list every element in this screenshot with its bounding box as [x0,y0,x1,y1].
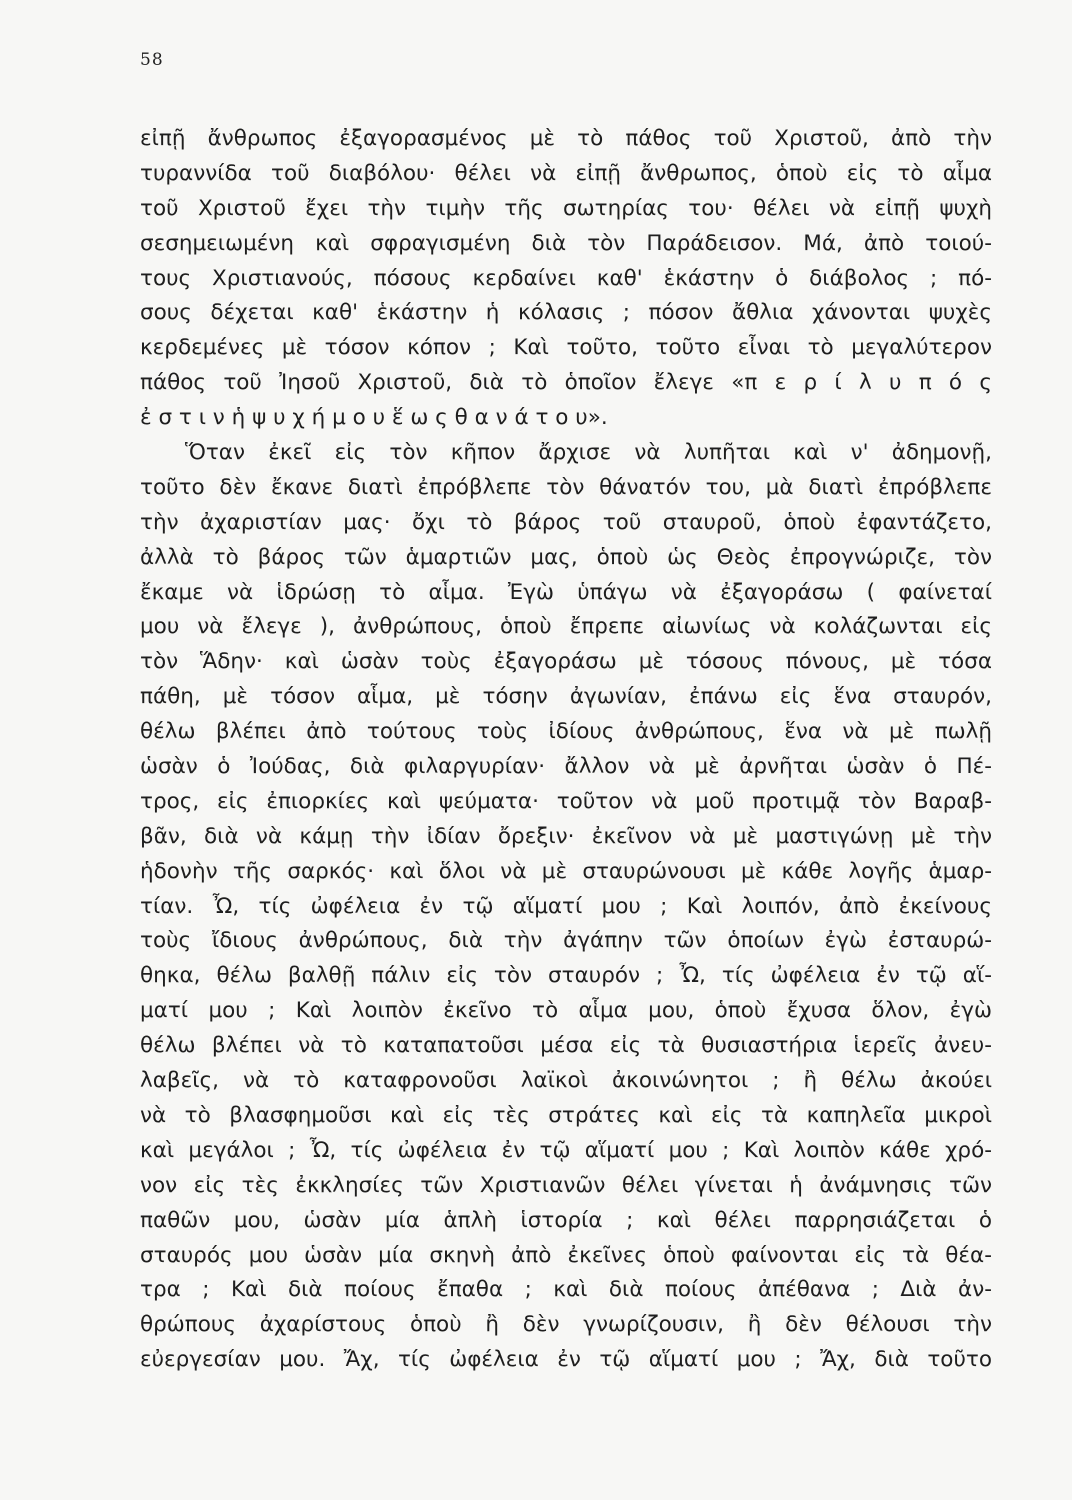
page-number: 58 [140,50,164,70]
text-line: θρώπους ἀχαρίστους ὁποὺ ἢ δὲν γνωρίζουσιν, ἢ δὲν θέλουσι τὴν [140,1312,992,1338]
text-line: νὰ τὸ βλασφημοῦσι καὶ εἰς τὲς στράτες καὶ εἰς τὰ καπηλεῖα μικροὶ [140,1102,992,1128]
text-line: ματί μου ; Καὶ λοιπὸν ἐκεῖνο τὸ αἷμα μου, ὁποὺ ἔχυσα ὅλον, ἐγὼ [140,998,992,1024]
text-line: λαβεῖς, νὰ τὸ καταφρονοῦσι λαϊκοὶ ἀκοινώνητοι ; ἢ θέλω ἀκούει [140,1068,992,1094]
text-line: τοὺς ἴδιους ἀνθρώπους, διὰ τὴν ἀγάπην τῶν ὁποίων ἐγὼ ἐσταυρώ- [140,928,992,954]
text-line: νον εἰς τὲς ἐκκλησίες τῶν Χριστιανῶν θέλει γίνεται ἡ ἀνάμνησις τῶν [140,1172,992,1198]
text-line: εἰπῇ ἄνθρωπος ἐξαγορασμένος μὲ τὸ πάθος τοῦ Χριστοῦ, ἀπὸ τὴν [140,126,992,151]
text-line: ἡδονὴν τῆς σαρκός· καὶ ὅλοι νὰ μὲ σταυρώνουσι μὲ κάθε λογῆς ἁμαρ- [140,858,992,884]
text-line: θέλω βλέπει ἀπὸ τούτους τοὺς ἰδίους ἀνθρώπους, ἕνα νὰ μὲ πωλῇ [140,719,992,745]
text-line: ἔκαμε νὰ ἱδρώσῃ τὸ αἷμα. Ἐγὼ ὑπάγω νὰ ἐξαγοράσω ( φαίνεταί [140,579,992,605]
text-line: θέλω βλέπει νὰ τὸ καταπατοῦσι μέσα εἰς τὰ θυσιαστήρια ἱερεῖς ἀνευ- [140,1033,992,1059]
text-line: σταυρός μου ὡσὰν μία σκηνὴ ἀπὸ ἐκεῖνες ὁποὺ φαίνονται εἰς τὰ θέα- [140,1242,992,1268]
text-line: καὶ μεγάλοι ; Ὦ, τίς ὠφέλεια ἐν τῷ αἵματί μου ; Καὶ λοιπὸν κάθε χρό- [140,1137,992,1163]
body-text [140,122,992,1378]
text-line: σεσημειωμένη καὶ σφραγισμένη διὰ τὸν Παράδεισον. Μά, ἀπὸ τοιού- [140,230,992,256]
text-line: τοῦ Χριστοῦ ἔχει τὴν τιμὴν τῆς σωτηρίας του· θέλει νὰ εἰπῇ ψυχὴ [140,195,992,221]
text-line: τους Χριστιανούς, πόσους κερδαίνει καθ' ἑκάστην ὁ διάβολος ; πό- [140,265,992,291]
text-line: ἐ σ τ ι ν ἡ ψ υ χ ή μ ο υ ἕ ω ς θ α ν ά τ ο υ». [140,405,608,431]
text-line: τὴν ἀχαριστίαν μας· ὄχι τὸ βάρος τοῦ σταυροῦ, ὁποὺ ἐφαντάζετο, [140,509,992,535]
text-line: εὐεργεσίαν μου. Ἄχ, τίς ὠφέλεια ἐν τῷ αἵματί μου ; Ἄχ, διὰ τοῦτο [140,1347,992,1373]
text-line: πάθη, μὲ τόσον αἷμα, μὲ τόσην ἀγωνίαν, ἐπάνω εἰς ἕνα σταυρόν, [140,684,992,710]
text-line: τρα ; Καὶ διὰ ποίους ἔπαθα ; καὶ διὰ ποίους ἀπέθανα ; Διὰ ἀν- [140,1277,992,1303]
text-line: ὡσὰν ὁ Ἰούδας, διὰ φιλαργυρίαν· ἄλλον νὰ μὲ ἀρνῆται ὡσὰν ὁ Πέ- [140,754,992,780]
text-line: τρος, εἰς ἐπιορκίες καὶ ψεύματα· τοῦτον νὰ μοῦ προτιμᾷ τὸν Βαραβ- [140,788,992,814]
text-line: παθῶν μου, ὡσὰν μία ἁπλὴ ἱστορία ; καὶ θέλει παρρησιάζεται ὁ [140,1207,992,1233]
text-line: τὸν Ἅδην· καὶ ὡσὰν τοὺς ἐξαγοράσω μὲ τόσους πόνους, μὲ τόσα [140,649,992,675]
text-line: μου νὰ ἔλεγε ), ἀνθρώπους, ὁποὺ ἔπρεπε αἰωνίως νὰ κολάζωνται εἰς [140,614,992,640]
text-line: σους δέχεται καθ' ἑκάστην ἡ κόλασις ; πόσον ἄθλια χάνονται ψυχὲς [140,300,992,326]
text-line: πάθος τοῦ Ἰησοῦ Χριστοῦ, διὰ τὸ ὁποῖον ἔλεγε «π ε ρ ί λ υ π ό ς [140,370,992,396]
text-line: ἀλλὰ τὸ βάρος τῶν ἁμαρτιῶν μας, ὁποὺ ὡς Θεὸς ἐπρογνώριζε, τὸν [140,544,992,570]
text-line: τυραννίδα τοῦ διαβόλου· θέλει νὰ εἰπῇ ἄνθρωπος, ὁποὺ εἰς τὸ αἷμα [140,160,992,186]
text-line: θηκα, θέλω βαλθῇ πάλιν εἰς τὸν σταυρόν ; Ὦ, τίς ὠφέλεια ἐν τῷ αἵ- [140,963,992,989]
text-line: τοῦτο δὲν ἔκανε διατὶ ἐπρόβλεπε τὸν θάνατόν του, μὰ διατὶ ἐπρόβλεπε [140,474,992,500]
text-line: βᾶν, διὰ νὰ κάμῃ τὴν ἰδίαν ὄρεξιν· ἐκεῖνον νὰ μὲ μαστιγώνῃ μὲ τὴν [140,823,992,849]
text-line: κερδεμένες μὲ τόσον κόπον ; Καὶ τοῦτο, τοῦτο εἶναι τὸ μεγαλύτερον [140,335,992,361]
text-line: Ὅταν ἐκεῖ εἰς τὸν κῆπον ἄρχισε νὰ λυπῆται καὶ ν' ἀδημονῇ, [185,440,992,466]
text-line: τίαν. Ὦ, τίς ὠφέλεια ἐν τῷ αἵματί μου ; Καὶ λοιπόν, ἀπὸ ἐκείνους [140,893,992,919]
